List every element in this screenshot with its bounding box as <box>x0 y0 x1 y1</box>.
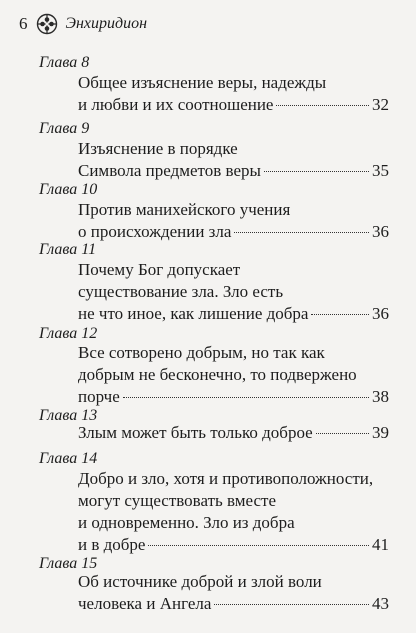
entry-line: могут существовать вместе <box>78 491 276 510</box>
entry-line: Почему Бог допускает <box>78 260 241 279</box>
page-ref: 41 <box>372 535 389 554</box>
entry-line: о происхождении зла <box>78 222 232 241</box>
entry-line: и любви и их соотношение <box>78 95 274 114</box>
dot-leader <box>234 232 369 233</box>
toc-entry <box>78 199 389 243</box>
dot-leader <box>311 314 369 315</box>
entry-last-line <box>78 303 389 325</box>
entry-last-line <box>78 221 389 243</box>
entry-line: Изъяснение в порядке <box>78 139 238 158</box>
toc-entry <box>78 138 389 182</box>
dot-leader <box>123 397 369 398</box>
chapter-label: Глава 10 <box>39 181 98 198</box>
toc-entry <box>78 342 389 408</box>
entry-line: Злым может быть только доброе <box>78 423 313 442</box>
dot-leader <box>214 604 369 605</box>
chapter-label: Глава 13 <box>39 407 98 424</box>
entry-line: Символа предметов веры <box>78 161 261 180</box>
page-ref: 38 <box>372 387 389 406</box>
entry-line: человека и Ангела <box>78 594 212 613</box>
entry-line: порче <box>78 387 120 406</box>
page-number: 6 <box>19 14 28 33</box>
page-ref: 43 <box>372 594 389 613</box>
entry-line: и одновременно. Зло из добра <box>78 513 295 532</box>
entry-line: добрым не бесконечно, то подвержено <box>78 365 357 384</box>
chapter-label: Глава 15 <box>39 555 98 572</box>
page-ref: 32 <box>372 95 389 114</box>
entry-line: существование зла. Зло есть <box>78 282 284 301</box>
page-ref: 36 <box>372 222 389 241</box>
entry-line: Против манихейского учения <box>78 200 291 219</box>
chapter-label: Глава 11 <box>39 241 97 258</box>
bleed-through <box>250 44 254 61</box>
ornament-icon <box>36 13 58 35</box>
toc-entry <box>78 72 389 116</box>
dot-leader <box>148 545 369 546</box>
chapter-label: Глава 12 <box>39 325 98 342</box>
entry-line: Об источнике доброй и злой воли <box>78 572 322 591</box>
chapter-label: Глава 14 <box>39 450 98 467</box>
chapter-label: Глава 9 <box>39 120 90 137</box>
entry-line: Общее изъяснение веры, надежды <box>78 73 327 92</box>
dot-leader <box>264 171 369 172</box>
entry-line: Добро и зло, хотя и противоположности, <box>78 469 374 488</box>
running-title: Энхиридион <box>65 15 148 32</box>
toc-entry <box>78 468 389 556</box>
toc-entry <box>78 571 389 615</box>
page-header <box>19 12 147 36</box>
entry-line: и в добре <box>78 535 146 554</box>
entry-last-line <box>78 422 389 444</box>
entry-line: Все сотворено добрым, но так как <box>78 343 325 362</box>
page-ref: 39 <box>372 423 389 442</box>
dot-leader <box>276 105 369 106</box>
entry-last-line <box>78 386 389 408</box>
entry-line: не что иное, как лишение добра <box>78 304 309 323</box>
page-ref: 35 <box>372 161 389 180</box>
toc-entry <box>78 259 389 325</box>
entry-last-line <box>78 94 389 116</box>
entry-last-line <box>78 593 389 615</box>
chapter-label: Глава 8 <box>39 54 90 71</box>
entry-last-line <box>78 160 389 182</box>
page-ref: 36 <box>372 304 389 323</box>
toc-entry <box>78 422 389 444</box>
dot-leader <box>316 433 369 434</box>
entry-last-line <box>78 534 389 556</box>
